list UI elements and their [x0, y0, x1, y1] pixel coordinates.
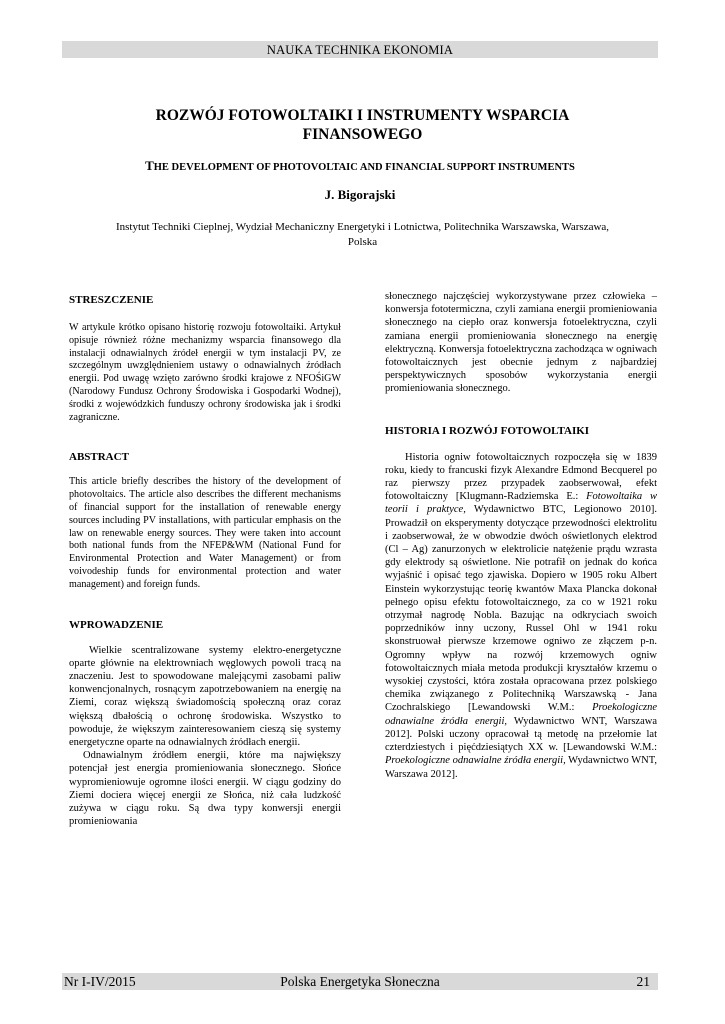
abstract-text: This article briefly describes the history of the development of photovoltaics. The article also describes the different mechanisms of financial support for the installation of renewable energy sources including PV installations, with particular emphasis on the law on renewable energy sources. They were taken into account both national funds from the NFEP&WM (National Fund for Environmental Protection and Water Management) or from voivodeship funds for environmental protection and water management) and foreign funds.: [69, 476, 341, 590]
article-subtitle: [62, 159, 658, 175]
left-column: [69, 293, 341, 828]
article-title: ROZWÓJ FOTOWOLTAIKI I INSTRUMENTY WSPARCIA FINANSOWEGO: [155, 107, 570, 143]
page-number: 21: [636, 974, 650, 989]
author-affiliation: Instytut Techniki Cieplnej, Wydział Mechaniczny Energetyki i Lotnictwa, Politechnika Warszawska, Warszawa, Polska: [115, 221, 610, 248]
historia-text-3: Wydawnictwo WNT, Warszawa 2012]. Polski uczony opracował tą metodę na przełomie lat czterdziestych i pięćdziesiątych XX w. [Lewandowski W.M.:: [385, 715, 657, 754]
historia-heading: HISTORIA I ROZWÓJ FOTOWOLTAIKI: [385, 424, 590, 437]
historia-text-4: Wydawnictwo WNT, Warszawa 2012].: [385, 755, 657, 780]
subtitle-rest: HE DEVELOPMENT OF PHOTOVOLTAIC AND FINANCIAL SUPPORT INSTRUMENTS: [153, 162, 575, 173]
historia-paragraph: [385, 451, 657, 781]
wprowadzenie-paragraph-1: Wielkie scentralizowane systemy elektro-energetyczne oparte głównie na elektrowniach węglowych powoli tracą na znaczeniu. Jest to spowodowane malejącymi zasobami paliw konwencjonalnych, rosnącym zapotrzebowaniem na energię na Ziemi, coraz większą świadomością społeczną oraz coraz większą dbałością o ochronę środowiska. Wszystko to powoduje, że większym zainteresowaniem cieszą się systemy energetyczne oparte na odnawialnych źródłach energii.: [69, 644, 341, 748]
subtitle-first-letter: T: [145, 158, 154, 173]
streszczenie-text: W artykule krótko opisano historię rozwoju fotowoltaiki. Artykuł opisuje również różne mechanizmy wsparcia finansowego dla instalacji odnawialnych źródeł energii w tym instalacji PV, ze szczególnym uwzględnieniem ustawy o odnawialnych źródłach energii. Pod uwagę wzięto zarówno środki krajowe z NFOŚiGW (Narodowy Fundusz Ochrony Środowiska i Gospodarki Wodnej), środki z wojewódzkich funduszy ochrony środowiska jak i środki zagraniczne.: [69, 322, 341, 423]
historia-citation-3: Proekologiczne odnawialne źródła energii,: [385, 755, 566, 767]
author-name: J. Bigorajski: [324, 187, 396, 202]
streszczenie-heading: STRESZCZENIE: [69, 294, 154, 306]
wprowadzenie-heading: WPROWADZENIE: [69, 618, 164, 631]
running-header: [62, 41, 658, 58]
historia-citation-1: Fotowoltaika w teorii i praktyce,: [385, 491, 657, 516]
abstract-heading: ABSTRACT: [69, 451, 129, 464]
historia-text-1: Historia ogniw fotowoltaicznych rozpoczęła się w 1839 roku, kiedy to francuski fizyk Alexandre Edmond Becquerel po raz pierwszy przez przypadek zaobserwował, efekt fotowoltaiczny [Klugmann-Radziemska E.:: [385, 451, 657, 503]
historia-citation-2: Proekologiczne odnawialne źródła energii,: [385, 702, 657, 727]
journal-title: Polska Energetyka Słoneczna: [280, 974, 440, 989]
running-footer: [62, 973, 658, 990]
right-column: [385, 290, 657, 781]
wprowadzenie-continuation: słonecznego najczęściej wykorzystywane przez człowieka – konwersja fototermiczna, czyli zamiana energii promieniowania słonecznego na ciepło oraz konwersja fotoelektryczna, czyli zamiana energii promieniowania słonecznego na energię elektryczną. Konwersja fotoelektryczna zachodząca w ogniwach fotowoltaicznych jest obecnie jednym z najbardziej perspektywicznych sposobów wykorzystania energii promieniowania słonecznego.: [385, 291, 657, 395]
issue-number: Nr I-IV/2015: [64, 974, 136, 989]
journal-name: NAUKA TECHNIKA EKONOMIA: [266, 43, 454, 57]
wprowadzenie-paragraph-2: Odnawialnym źródłem energii, które ma największy potencjał jest energia promieniowania słonecznego. Słońce wypromieniowuje ogromne ilości energii. W ciągu godziny do Ziemi dociera więcej energii ze Słońca, niż cała ludzkość zużywa w ciągu roku. Są dwa typy konwersji energii promieniowania: [69, 750, 341, 828]
historia-text-2: Wydawnictwo BTC, Legionowo 2010]. Prowadził on eksperymenty dotyczące przewodności elektrolitu i zaobserwował, że w obwodzie dwóch oświetlonych elektrod (Cl – Ag) zanurzonych w elektrolicie natężenie prądu wzrasta gdy elektrody są oświetlone. Nie potrafił on jednak do końca wyjaśnić i opisać tego zjawiska. Dopiero w 1905 roku Albert Einstein wykorzystując teorię kwantów Maxa Plancka dokonał pełnego opisu efektu fotowoltaicznego, za co w 1921 roku otrzymał nagrodę Nobla. Bazując na odkryciach swoich poprzedników inny uczony, Russel Ohl w 1941 roku skonstruował pierwsze krzemowe ogniwo ze złączem p-n. Ogromny wpływ na rozwój krzemowych ogniw fotowoltaicznych miała metoda produkcji kryształów krzemu o wysokiej czystości, która została opracowana przez polskiego chemika związanego z Politechniką Warszawską - Jana Czochralskiego [Lewandowski W.M.:: [385, 504, 658, 714]
